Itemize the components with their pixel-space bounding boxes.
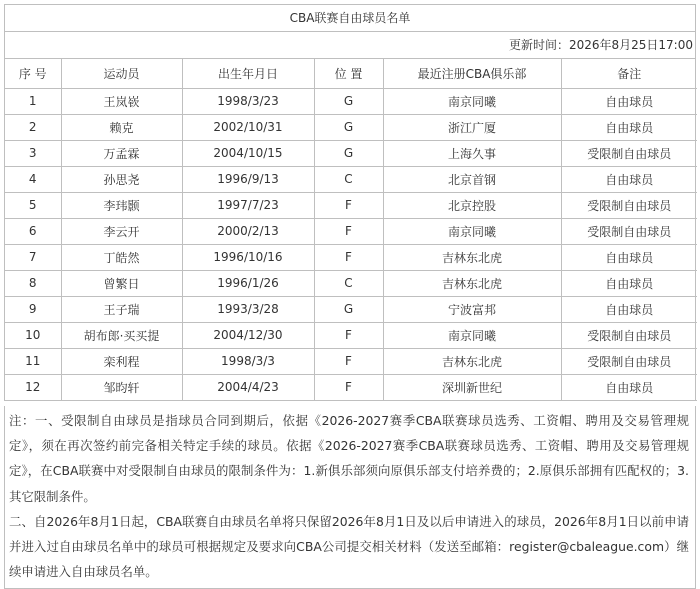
cell-athlete: 李云开 (61, 218, 182, 244)
table-row (5, 296, 697, 322)
cell-index: 11 (5, 348, 61, 374)
cell-position: F (314, 192, 383, 218)
cell-birthdate: 1998/3/3 (182, 348, 314, 374)
updated-timestamp: 更新时间：2026年8月25日17:00 (5, 32, 695, 59)
col-header-club: 最近注册CBA俱乐部 (383, 59, 561, 88)
cell-position: C (314, 166, 383, 192)
cell-club: 浙江广厦 (383, 114, 561, 140)
cell-birthdate: 1997/7/23 (182, 192, 314, 218)
cell-birthdate: 1998/3/23 (182, 88, 314, 114)
cell-club: 南京同曦 (383, 218, 561, 244)
cell-birthdate: 2004/4/23 (182, 374, 314, 400)
cell-birthdate: 2004/10/15 (182, 140, 314, 166)
cell-position: G (314, 88, 383, 114)
cell-remark: 自由球员 (561, 296, 697, 322)
cell-remark: 自由球员 (561, 374, 697, 400)
cell-index: 12 (5, 374, 61, 400)
table-row (5, 374, 697, 400)
cell-remark: 受限制自由球员 (561, 218, 697, 244)
cell-birthdate: 2002/10/31 (182, 114, 314, 140)
cell-athlete: 王岚嵚 (61, 88, 182, 114)
table-row (5, 140, 697, 166)
table-row (5, 192, 697, 218)
cell-athlete: 赖克 (61, 114, 182, 140)
cell-club: 吉林东北虎 (383, 270, 561, 296)
cell-athlete: 栾利程 (61, 348, 182, 374)
cell-index: 9 (5, 296, 61, 322)
cell-birthdate: 1996/10/16 (182, 244, 314, 270)
cell-club: 南京同曦 (383, 88, 561, 114)
table-header-row (5, 59, 697, 88)
cell-index: 3 (5, 140, 61, 166)
cell-athlete: 丁皓然 (61, 244, 182, 270)
cell-remark: 自由球员 (561, 166, 697, 192)
col-header-remark: 备注 (561, 59, 697, 88)
cell-position: G (314, 140, 383, 166)
table-row (5, 114, 697, 140)
cell-club: 吉林东北虎 (383, 348, 561, 374)
free-agent-sheet (4, 4, 696, 401)
cell-index: 8 (5, 270, 61, 296)
cell-athlete: 邹昀轩 (61, 374, 182, 400)
cell-club: 北京首钢 (383, 166, 561, 192)
note-restricted-definition: 注：一、受限制自由球员是指球员合同到期后，依据《2026-2027赛季CBA联赛球员选秀、工资帽、聘用及交易管理规定》，须在再次签约前完备相关特定手续的球员。依据《2026-2027赛季CBA联赛球员选秀、工资帽、聘用及交易管理规定》，在CBA联赛中对受限制自由球员的限制条件为：1.新俱乐部须向原俱乐部支付培养费的；2.原俱乐部拥有匹配权的；3.其它限制条件。 (9, 413, 689, 504)
cell-index: 5 (5, 192, 61, 218)
cell-athlete: 孙思尧 (61, 166, 182, 192)
cell-athlete: 万孟霖 (61, 140, 182, 166)
cell-index: 6 (5, 218, 61, 244)
cell-index: 7 (5, 244, 61, 270)
table-row (5, 244, 697, 270)
cell-club: 宁波富邦 (383, 296, 561, 322)
cell-position: F (314, 244, 383, 270)
notes-section (4, 406, 696, 589)
cell-remark: 受限制自由球员 (561, 322, 697, 348)
cell-position: F (314, 218, 383, 244)
cell-remark: 自由球员 (561, 114, 697, 140)
cell-position: G (314, 296, 383, 322)
cell-birthdate: 1996/1/26 (182, 270, 314, 296)
cell-club: 南京同曦 (383, 322, 561, 348)
cell-athlete: 王子瑞 (61, 296, 182, 322)
cell-birthdate: 2000/2/13 (182, 218, 314, 244)
col-header-athlete: 运动员 (61, 59, 182, 88)
note-list-policy: 二、自2026年8月1日起，CBA联赛自由球员名单将只保留2026年8月1日及以后申请进入的球员，2026年8月1日以前申请并进入过自由球员名单中的球员可根据规定及要求向CBA公司提交相关材料（发送至邮箱：register@cbaleague.com）继续申请进入自由球员名单。 (9, 513, 689, 580)
cell-club: 吉林东北虎 (383, 244, 561, 270)
cell-birthdate: 1996/9/13 (182, 166, 314, 192)
col-header-index: 序 号 (5, 59, 61, 88)
table-row (5, 88, 697, 114)
col-header-position: 位 置 (314, 59, 383, 88)
page-title: CBA联赛自由球员名单 (5, 5, 695, 32)
cell-index: 4 (5, 166, 61, 192)
cell-index: 2 (5, 114, 61, 140)
table-row (5, 348, 697, 374)
cell-athlete: 胡布郎·买买提 (61, 322, 182, 348)
cell-remark: 受限制自由球员 (561, 192, 697, 218)
players-table (5, 59, 697, 401)
table-row (5, 322, 697, 348)
cell-birthdate: 1993/3/28 (182, 296, 314, 322)
cell-remark: 自由球员 (561, 88, 697, 114)
cell-remark: 受限制自由球员 (561, 140, 697, 166)
cell-club: 上海久事 (383, 140, 561, 166)
table-row (5, 270, 697, 296)
cell-athlete: 李玮颢 (61, 192, 182, 218)
cell-birthdate: 2004/12/30 (182, 322, 314, 348)
table-row (5, 166, 697, 192)
cell-club: 北京控股 (383, 192, 561, 218)
col-header-birthdate: 出生年月日 (182, 59, 314, 88)
cell-index: 1 (5, 88, 61, 114)
cell-position: G (314, 114, 383, 140)
cell-athlete: 曾繁日 (61, 270, 182, 296)
cell-club: 深圳新世纪 (383, 374, 561, 400)
cell-remark: 自由球员 (561, 244, 697, 270)
table-row (5, 218, 697, 244)
cell-position: F (314, 348, 383, 374)
cell-position: C (314, 270, 383, 296)
cell-position: F (314, 322, 383, 348)
cell-remark: 受限制自由球员 (561, 348, 697, 374)
cell-remark: 自由球员 (561, 270, 697, 296)
cell-index: 10 (5, 322, 61, 348)
cell-position: F (314, 374, 383, 400)
